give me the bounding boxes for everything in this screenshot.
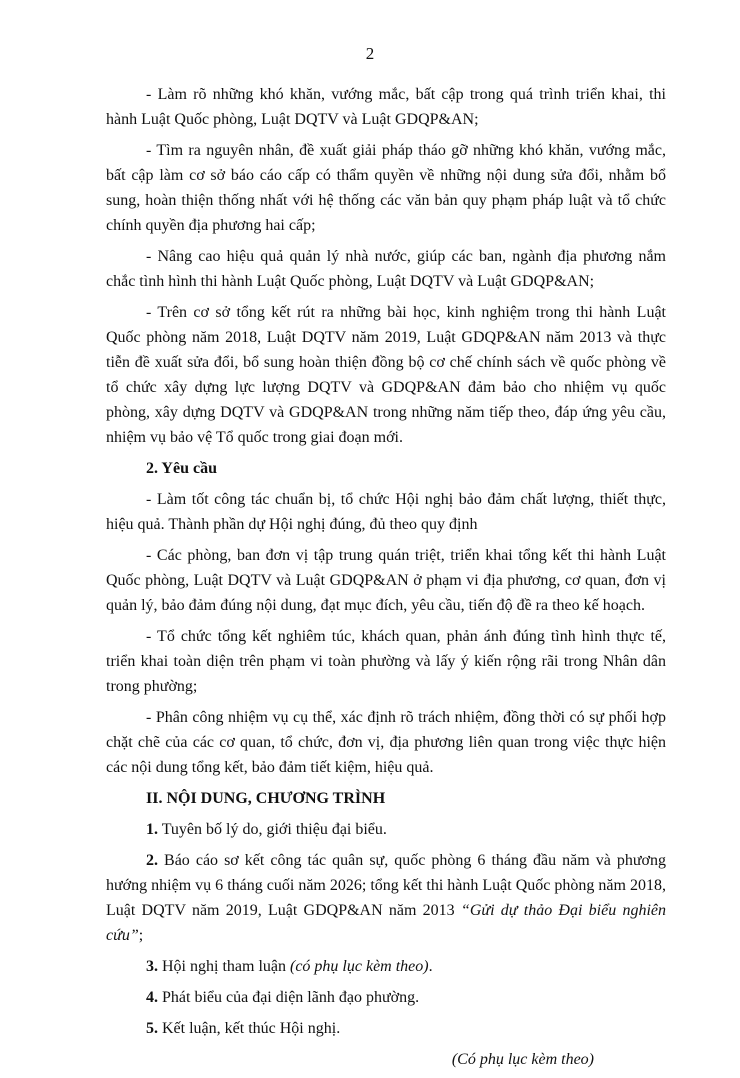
program-item xyxy=(106,848,666,948)
section-heading-content: II. NỘI DUNG, CHƯƠNG TRÌNH xyxy=(146,790,386,807)
program-item xyxy=(106,985,666,1010)
closing-note-text: (Có phụ lục kèm theo) xyxy=(451,1051,594,1068)
item-number: 1. xyxy=(146,821,158,838)
item-italic-note: “Gửi dự thảo Đại biểu nghiên cứu” xyxy=(106,902,667,944)
paragraph: - Trên cơ sở tổng kết rút ra những bài học, kinh nghiệm trong thi hành Luật Quốc phòng năm 2018, Luật DQTV năm 2019, Luật GDQP&AN năm 2013 và thực tiễn đề xuất sửa đổi, bổ sung hoàn thiện đồng bộ cơ chế chính sách về quốc phòng về tổ chức xây dựng lực lượng DQTV và GDQP&AN đảm bảo cho nhiệm vụ quốc phòng, xây dựng DQTV và GDQP&AN trong những năm tiếp theo, đáp ứng yêu cầu, nhiệm vụ bảo vệ Tổ quốc trong giai đoạn mới. xyxy=(106,304,666,446)
paragraph: - Tìm ra nguyên nhân, đề xuất giải pháp tháo gỡ những khó khăn, vướng mắc, bất cập làm cơ sở báo cáo cấp có thẩm quyền về những nội dung sửa đổi, nhằm bổ sung, hoàn thiện thống nhất với hệ thống các văn bản quy phạm pháp luật và tổ chức chính quyền địa phương hai cấp; xyxy=(106,142,666,234)
item-text: Kết luận, kết thúc Hội nghị. xyxy=(158,1020,341,1037)
item-number: 5. xyxy=(146,1020,158,1037)
item-text: Phát biểu của đại diện lãnh đạo phường. xyxy=(158,989,420,1006)
document-body xyxy=(106,82,666,1078)
item-number: 2. xyxy=(146,852,158,869)
item-italic-note: (có phụ lục kèm theo) xyxy=(289,958,429,975)
item-tail: . xyxy=(428,958,433,975)
item-text: Báo cáo sơ kết công tác quân sự, quốc phòng 6 tháng đầu năm và phương hướng nhiệm vụ 6 tháng cuối năm 2026; tổng kết thi hành Luật Quốc phòng năm 2018, Luật DQTV năm 2019, Luật GDQP&AN năm 2013 xyxy=(106,852,666,919)
item-number: 4. xyxy=(146,989,158,1006)
paragraph: - Phân công nhiệm vụ cụ thể, xác định rõ trách nhiệm, đồng thời có sự phối hợp chặt chẽ của các cơ quan, tổ chức, đơn vị, địa phương liên quan trong việc thực hiện các nội dung tổng kết, bảo đảm tiết kiệm, hiệu quả. xyxy=(106,709,666,776)
closing-note xyxy=(106,1047,666,1072)
paragraph: - Làm tốt công tác chuẩn bị, tổ chức Hội nghị bảo đảm chất lượng, thiết thực, hiệu quả. Thành phần dự Hội nghị đúng, đủ theo quy định xyxy=(106,491,666,533)
item-text: Tuyên bố lý do, giới thiệu đại biểu. xyxy=(158,821,387,838)
page-number: 2 xyxy=(365,44,375,63)
item-text: Hội nghị tham luận xyxy=(158,958,290,975)
section-heading-requirements: 2. Yêu cầu xyxy=(146,460,217,477)
paragraph: - Tổ chức tổng kết nghiêm túc, khách quan, phản ánh đúng tình hình thực tế, triển khai toàn diện trên phạm vi toàn phường và lấy ý kiến rộng rãi trong Nhân dân trong phường; xyxy=(106,628,666,695)
paragraph: - Các phòng, ban đơn vị tập trung quán triệt, triển khai tổng kết thi hành Luật Quốc phòng, Luật DQTV và Luật GDQP&AN ở phạm vi địa phương, cơ quan, đơn vị quản lý, bảo đảm đúng nội dung, đạt mục đích, yêu cầu, tiến độ đề ra theo kế hoạch. xyxy=(106,547,666,614)
paragraph: - Nâng cao hiệu quả quản lý nhà nước, giúp các ban, ngành địa phương nắm chắc tình hình thi hành Luật Quốc phòng, Luật DQTV và Luật GDQP&AN; xyxy=(106,248,666,290)
program-item xyxy=(106,1016,666,1041)
program-item xyxy=(106,817,666,842)
item-tail: ; xyxy=(138,927,144,944)
program-item xyxy=(106,954,666,979)
paragraph: - Làm rõ những khó khăn, vướng mắc, bất cập trong quá trình triển khai, thi hành Luật Quốc phòng, Luật DQTV và Luật GDQP&AN; xyxy=(106,86,666,128)
item-number: 3. xyxy=(146,958,158,975)
